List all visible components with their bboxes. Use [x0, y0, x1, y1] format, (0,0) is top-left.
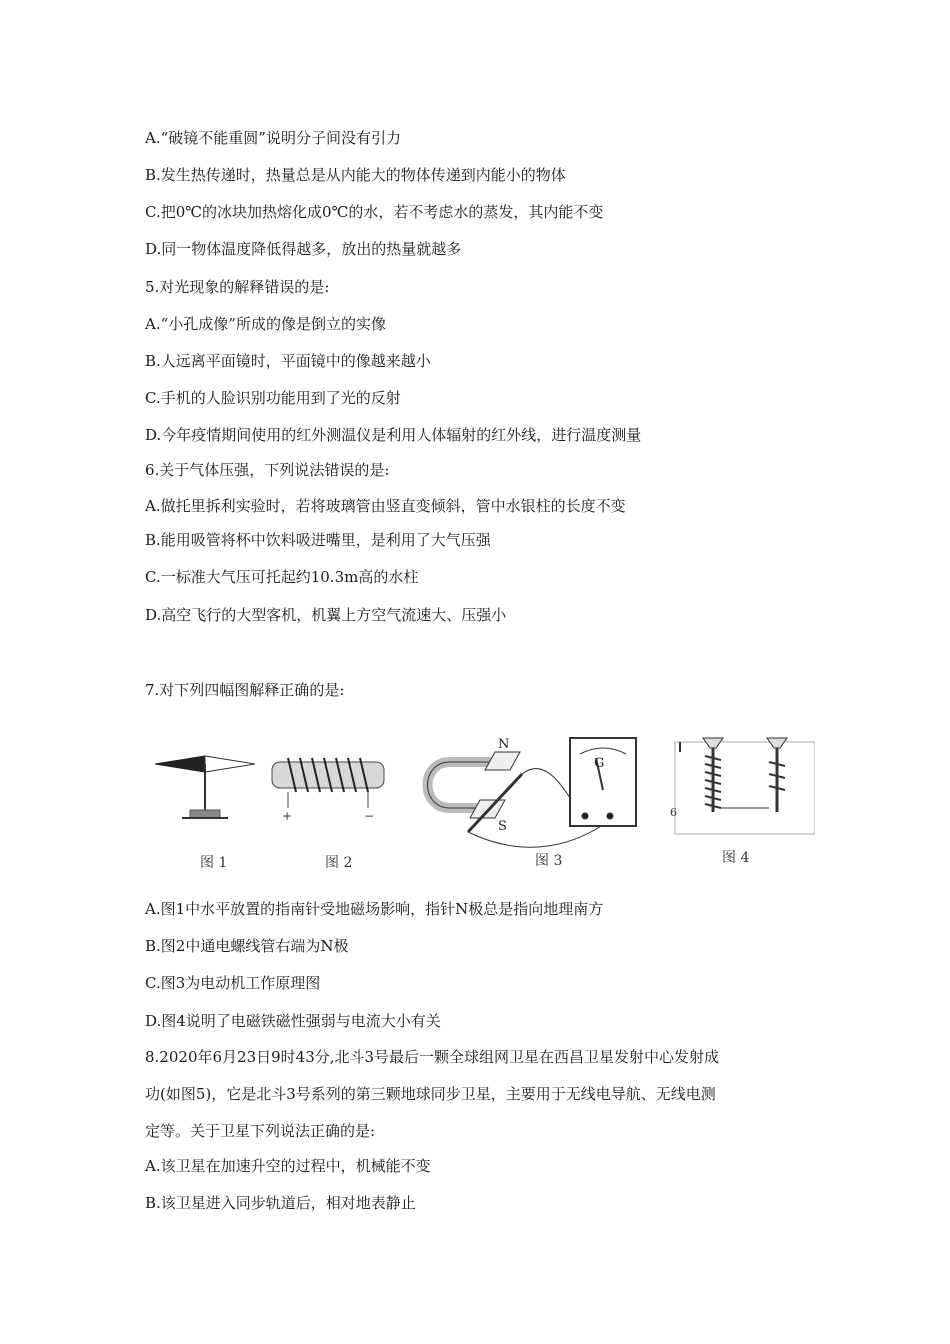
q4-option-d: D.同一物体温度降低得越多，放出的热量就越多 — [145, 240, 462, 258]
fig3-n-label: N — [498, 737, 510, 752]
fig1-needle-dark — [155, 756, 205, 772]
fig2-solenoid — [272, 758, 384, 823]
fig4-nail2-head — [767, 738, 787, 748]
fig3-terminal-plus — [607, 813, 613, 819]
fig3-g-label: G — [594, 756, 605, 771]
q5-option-a: A.“小孔成像”所成的像是倒立的实像 — [145, 315, 386, 333]
q6-option-b: B.能用吸管将杯中饮料吸进嘴里，是利用了大气压强 — [145, 531, 491, 549]
q7-option-a: A.图1中水平放置的指南针受地磁场影响，指针N极总是指向地理南方 — [145, 900, 604, 918]
q5-option-d: D.今年疫情期间使用的红外测温仪是利用人体辐射的红外线，进行温度测量 — [145, 426, 642, 444]
q7-option-d: D.图4说明了电磁铁磁性强弱与电流大小有关 — [145, 1012, 441, 1030]
q8-stem-line-1: 8.2020年6月23日9时43分,北斗3号最后一颗全球组网卫星在西昌卫星发射中心发射成 — [145, 1048, 720, 1066]
fig3-pole-n — [485, 752, 520, 770]
fig3-terminal-minus — [582, 813, 588, 819]
q6-option-d: D.高空飞行的大型客机，机翼上方空气流速大、压强小 — [145, 606, 507, 624]
fig4-electromagnets — [670, 738, 815, 834]
q7-figures — [150, 712, 815, 872]
q8-stem-line-3: 定等。关于卫星下列说法正确的是: — [145, 1122, 376, 1140]
fig1-needle-light — [205, 756, 255, 772]
fig4-caption: 图 4 — [722, 850, 750, 866]
q7-stem: 7.对下列四幅图解释正确的是: — [145, 681, 345, 699]
fig1-base — [190, 810, 220, 818]
fig2-minus-label: − — [364, 809, 375, 823]
q4-option-b: B.发生热传递时，热量总是从内能大的物体传递到内能小的物体 — [145, 166, 566, 184]
q6-option-a: A.做托里拆利实验时，若将玻璃管由竖直变倾斜，管中水银柱的长度不变 — [145, 497, 626, 515]
fig2-caption: 图 2 — [325, 855, 353, 871]
fig3-caption: 图 3 — [535, 853, 563, 869]
q8-option-a: A.该卫星在加速升空的过程中，机械能不变 — [145, 1157, 431, 1175]
fig1-compass — [155, 756, 255, 818]
q4-option-c: C.把0℃的冰块加热熔化成0℃的水，若不考虑水的蒸发，其内能不变 — [145, 203, 604, 221]
fig3-generator — [428, 737, 637, 847]
q6-stem: 6.关于气体压强，下列说法错误的是: — [145, 461, 390, 479]
q6-option-c: C.一标准大气压可托起约10.3m高的水柱 — [145, 568, 419, 586]
q5-stem: 5.对光现象的解释错误的是: — [145, 278, 330, 296]
q8-stem-line-2: 功(如图5)，它是北斗3号系列的第三颗地球同步卫星，主要用于无线电导航、无线电测 — [145, 1085, 716, 1103]
q7-option-c: C.图3为电动机工作原理图 — [145, 974, 321, 992]
q4-option-a: A.“破镜不能重圆”说明分子间没有引力 — [145, 129, 401, 147]
q5-option-b: B.人远离平面镜时，平面镜中的像越来越小 — [145, 352, 431, 370]
fig4-switch-mark: 6 — [670, 806, 677, 819]
q7-figures-svg — [150, 712, 815, 872]
fig4-frame — [675, 742, 815, 834]
q7-option-b: B.图2中通电螺线管右端为N极 — [145, 937, 349, 955]
fig3-galvanometer — [570, 738, 636, 826]
fig3-s-label: S — [498, 819, 507, 834]
fig2-plus-label: + — [282, 809, 293, 823]
q5-option-c: C.手机的人脸识别功能用到了光的反射 — [145, 389, 401, 407]
fig1-caption: 图 1 — [200, 855, 228, 871]
fig4-nail1-head — [703, 738, 723, 748]
q8-option-b: B.该卫星进入同步轨道后，相对地表静止 — [145, 1194, 416, 1212]
